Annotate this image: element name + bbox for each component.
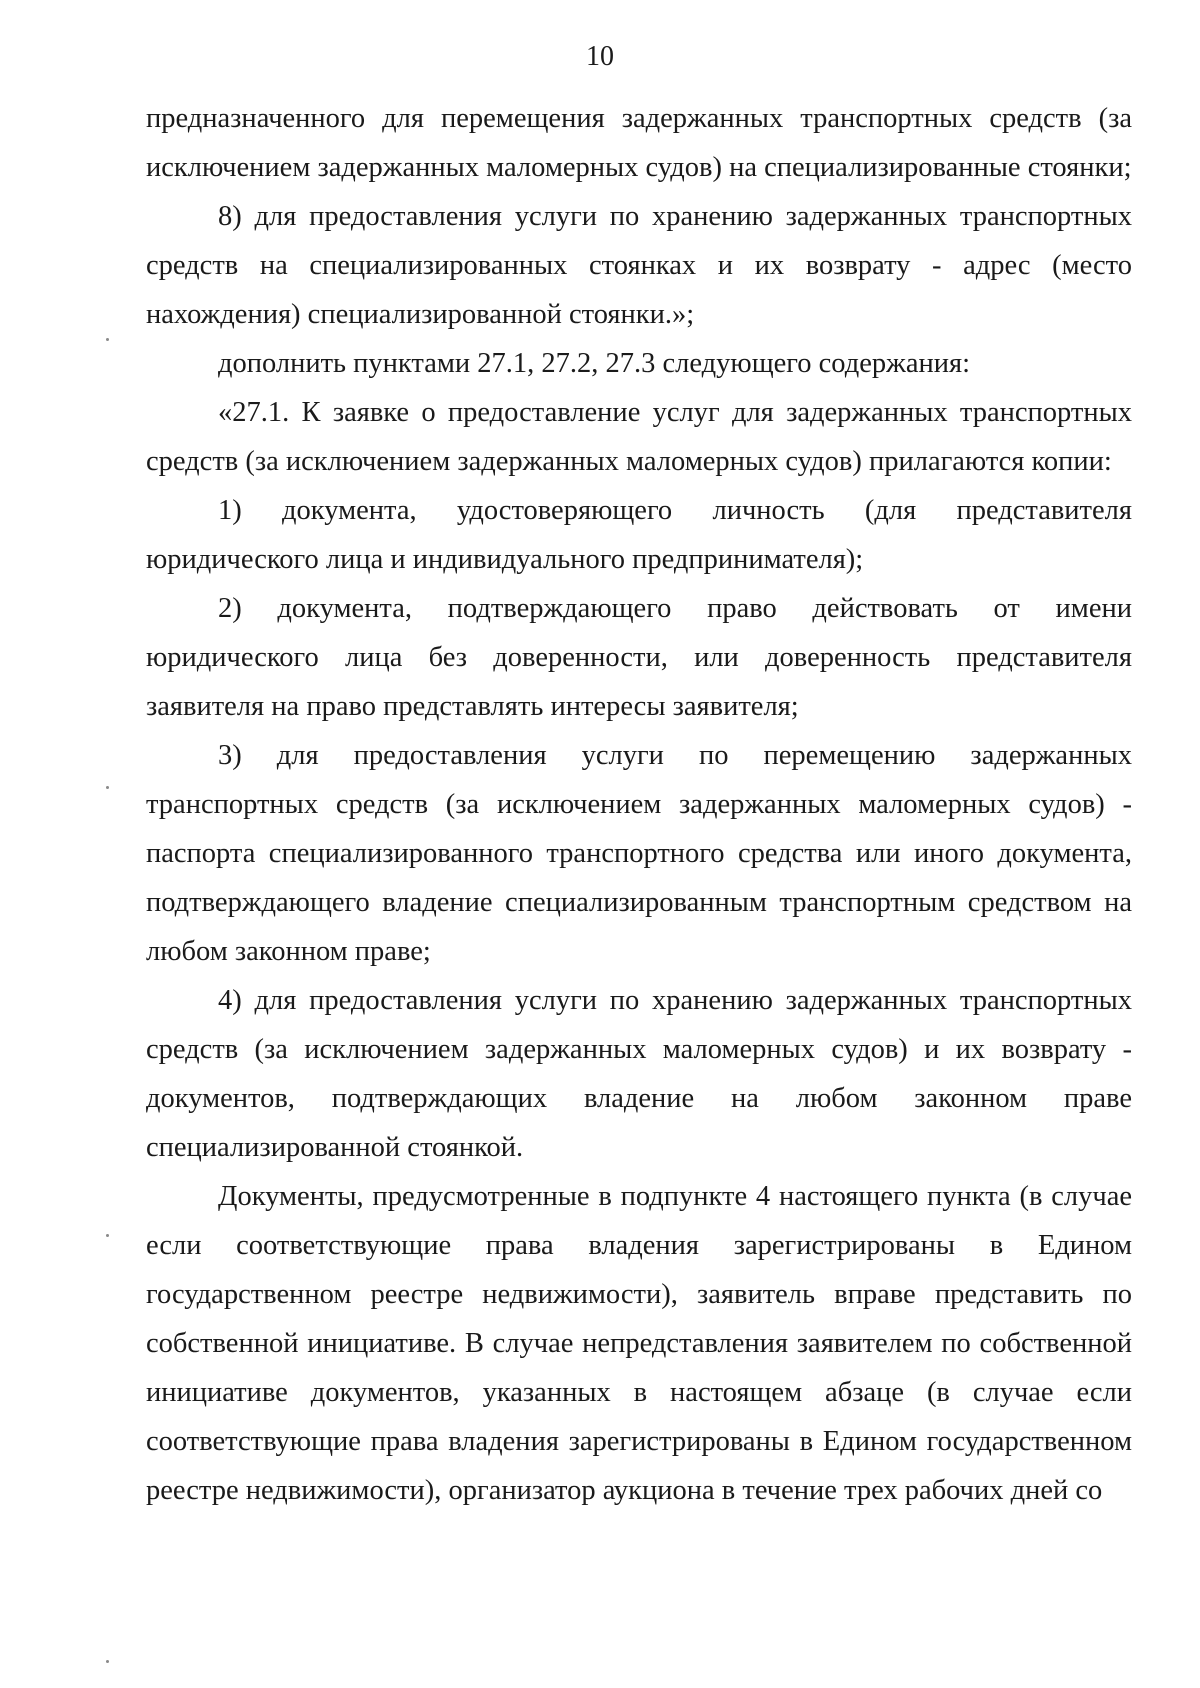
scan-mark [106, 338, 109, 341]
paragraph-documents-note: Документы, предусмотренные в подпункте 4 настоящего пункта (в случае если соответствующие права владения зарегистрированы в Едином государственном реестре недвижимости), заявитель вправе представить по собственной инициативе. В случае непредставления заявителем по собственной инициативе документов, указанных в настоящем абзаце (в случае если соответствующие права владения зарегистрированы в Едином государственном реестре недвижимости), организатор аукциона в течение трех рабочих дней со [146, 1181, 1132, 1506]
paragraph-subitem-4: 4) для предоставления услуги по хранению задержанных транспортных средств (за исключением задержанных маломерных судов) и их возврату - документов, подтверждающих владение на любом законном праве специализированной стоянкой. [146, 985, 1132, 1163]
scan-mark [106, 786, 109, 789]
scan-mark [106, 1660, 109, 1663]
paragraph-27-1: «27.1. К заявке о предоставление услуг для задержанных транспортных средств (за исключением задержанных маломерных судов) прилагаются копии: [146, 397, 1132, 477]
paragraph-subitem-1: 1) документа, удостоверяющего личность (для представителя юридического лица и индивидуального предпринимателя); [146, 495, 1132, 575]
paragraph-item-8: 8) для предоставления услуги по хранению задержанных транспортных средств на специализированных стоянках и их возврату - адрес (место нахождения) специализированной стоянки.»; [146, 201, 1132, 330]
paragraph-amendment-intro: дополнить пунктами 27.1, 27.2, 27.3 следующего содержания: [218, 348, 971, 379]
paragraph-subitem-2: 2) документа, подтверждающего право действовать от имени юридического лица без доверенности, или доверенность представителя заявителя на право представлять интересы заявителя; [146, 593, 1132, 722]
paragraph-continuation: предназначенного для перемещения задержанных транспортных средств (за исключением задержанных маломерных судов) на специализированные стоянки; [146, 103, 1132, 183]
scan-mark [106, 1234, 109, 1237]
document-body [146, 94, 1132, 1515]
page-number: 10 [586, 41, 614, 72]
paragraph-subitem-3: 3) для предоставления услуги по перемещению задержанных транспортных средств (за исключением задержанных маломерных судов) - паспорта специализированного транспортного средства или иного документа, подтверждающего владение специализированным транспортным средством на любом законном праве; [146, 740, 1132, 967]
